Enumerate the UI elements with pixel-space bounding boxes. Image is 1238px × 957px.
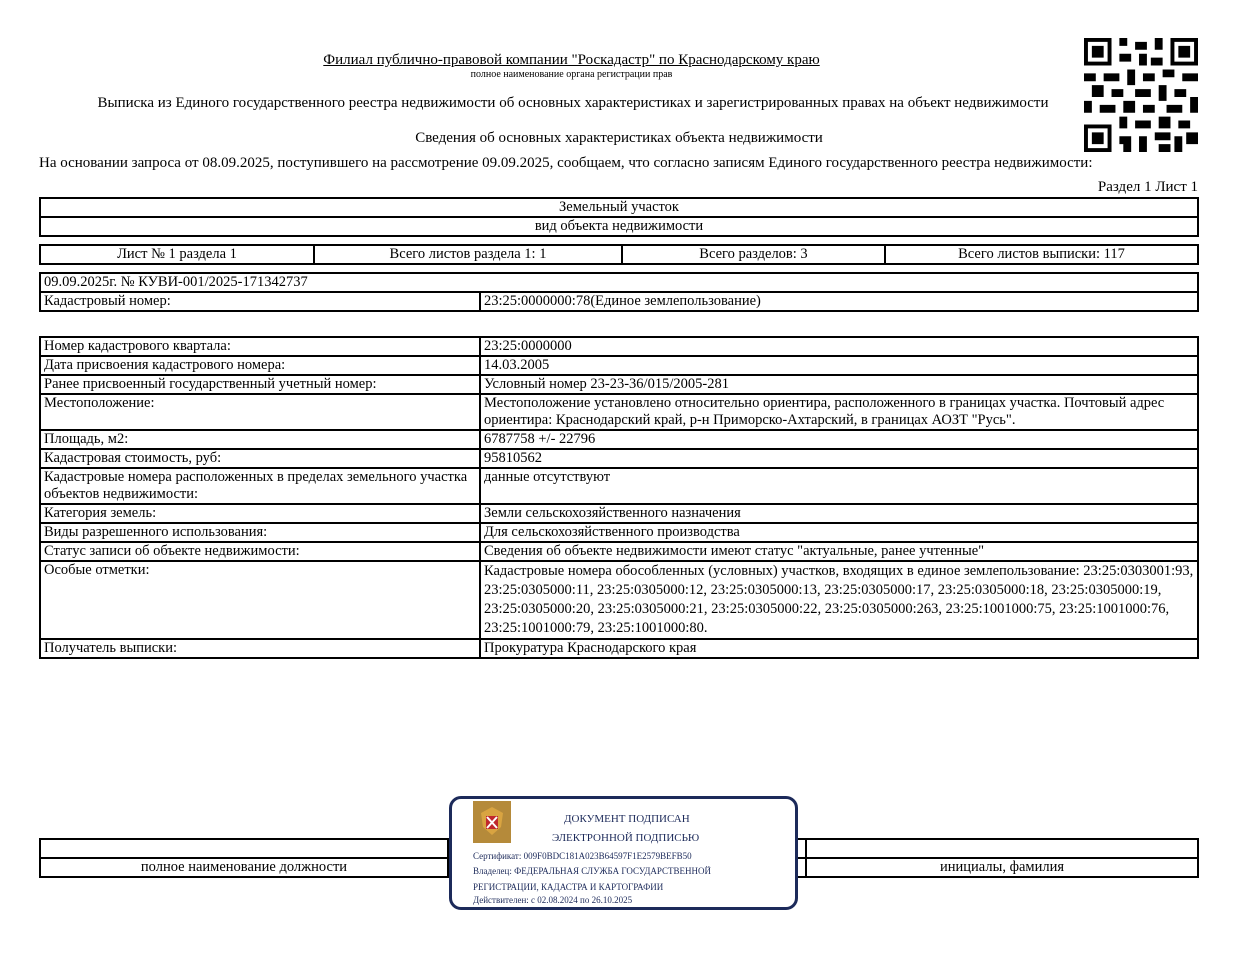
record-date-number: 09.09.2025г. № КУВИ-001/2025-171342737 <box>40 273 1198 292</box>
row-value: 6787758 +/- 22796 <box>480 430 1198 449</box>
table-row <box>40 449 1198 468</box>
document-subtitle: Сведения об основных характеристиках объекта недвижимости <box>415 130 823 146</box>
table-row <box>40 504 1198 523</box>
stamp-owner-1: Владелец: ФЕДЕРАЛЬНАЯ СЛУЖБА ГОСУДАРСТВЕННОЙ <box>473 866 712 876</box>
row-label: Особые отметки: <box>40 561 480 639</box>
row-label: Кадастровая стоимость, руб: <box>40 449 480 468</box>
sheets-in-section: Всего листов раздела 1: 1 <box>314 245 622 264</box>
object-type-caption: вид объекта недвижимости <box>40 217 1198 236</box>
row-label: Дата присвоения кадастрового номера: <box>40 356 480 375</box>
row-value: данные отсутствуют <box>480 468 1198 504</box>
stamp-line1: ДОКУМЕНТ ПОДПИСАН <box>564 813 690 825</box>
row-label: Площадь, м2: <box>40 430 480 449</box>
stamp-owner-2: РЕГИСТРАЦИИ, КАДАСТРА И КАРТОГРАФИИ <box>473 882 664 892</box>
row-label: Категория земель: <box>40 504 480 523</box>
row-label: Виды разрешенного использования: <box>40 523 480 542</box>
row-label: Номер кадастрового квартала: <box>40 337 480 356</box>
cad-number-label: Кадастровый номер: <box>40 292 480 311</box>
section-sheet: Раздел 1 Лист 1 <box>1097 179 1198 195</box>
row-value: Местоположение установлено относительно ориентира, расположенного в границах участка. Почтовый адрес ориентира: Краснодарский край, р-н Приморско-Ахтарский, в границах АОЗТ "Русь". <box>480 394 1198 430</box>
row-value: 14.03.2005 <box>480 356 1198 375</box>
coat-of-arms-icon <box>473 801 511 843</box>
table-row <box>40 375 1198 394</box>
electronic-signature-stamp <box>449 796 798 910</box>
table-row <box>40 394 1198 430</box>
document-title: Выписка из Единого государственного реестра недвижимости об основных характеристиках и зарегистрированных правах на объект недвижимости <box>97 95 1049 111</box>
row-label: Местоположение: <box>40 394 480 430</box>
total-sections: Всего разделов: 3 <box>622 245 885 264</box>
sheet-number: Лист № 1 раздела 1 <box>40 245 314 264</box>
total-sheets: Всего листов выписки: 117 <box>885 245 1198 264</box>
stamp-validity: Действителен: с 02.08.2024 по 26.10.2025 <box>473 895 633 905</box>
row-value: 23:25:0000000 <box>480 337 1198 356</box>
intro-text: На основании запроса от 08.09.2025, поступившего на рассмотрение 09.09.2025, сообщаем, что согласно записям Единого государственного реестра недвижимости: <box>39 155 1093 171</box>
qr-code-icon <box>1084 38 1198 152</box>
sheets-table <box>39 244 1199 265</box>
row-label: Получатель выписки: <box>40 639 480 658</box>
row-value: Земли сельскохозяйственного назначения <box>480 504 1198 523</box>
stamp-certificate: Сертификат: 009F0BDC181A023B64597F1E2579BEFB50 <box>473 851 692 861</box>
object-type: Земельный участок <box>40 198 1198 217</box>
table-row <box>40 523 1198 542</box>
table-row <box>40 468 1198 504</box>
table-row <box>40 639 1198 658</box>
org-caption: полное наименование органа регистрации прав <box>470 69 673 80</box>
row-value: Условный номер 23-23-36/015/2005-281 <box>480 375 1198 394</box>
row-value: Прокуратура Краснодарского края <box>480 639 1198 658</box>
row-value: 95810562 <box>480 449 1198 468</box>
table-row <box>40 561 1198 639</box>
row-value: Кадастровые номера обособленных (условных) участков, входящих в единое землепользование: 23:25:0303001:93, 23:25:0305000:11, 23:25:0305000:12, 23:25:0305000:13, 23:25:0305000:17, 23:25:0305000:18, 23:25:0305000:19, 23:25:0305000:20, 23:25:0305000:21, 23:25:0305000:22, 23:25:0305000:263, 23:25:1001000:75, 23:25:1001000:76, 23:25:1001000:79, 23:25:1001000:80. <box>480 561 1198 639</box>
table-row <box>40 542 1198 561</box>
row-label: Ранее присвоенный государственный учетный номер: <box>40 375 480 394</box>
org-name: Филиал публично-правовой компании "Роскадастр" по Краснодарскому краю <box>323 52 820 68</box>
table-row <box>40 337 1198 356</box>
stamp-line2: ЭЛЕКТРОННОЙ ПОДПИСЬЮ <box>552 832 700 844</box>
table-row <box>40 356 1198 375</box>
row-label: Кадастровые номера расположенных в пределах земельного участка объектов недвижимости: <box>40 468 480 504</box>
row-value: Для сельскохозяйственного производства <box>480 523 1198 542</box>
table-row <box>40 430 1198 449</box>
object-type-table <box>39 197 1199 237</box>
name-caption: инициалы, фамилия <box>806 858 1198 877</box>
characteristics-table <box>39 336 1199 659</box>
position-caption: полное наименование должности <box>40 858 448 877</box>
row-value: Сведения об объекте недвижимости имеют статус "актуальные, ранее учтенные" <box>480 542 1198 561</box>
cad-number-value: 23:25:0000000:78(Единое землепользование) <box>480 292 1198 311</box>
record-table <box>39 272 1199 312</box>
row-label: Статус записи об объекте недвижимости: <box>40 542 480 561</box>
